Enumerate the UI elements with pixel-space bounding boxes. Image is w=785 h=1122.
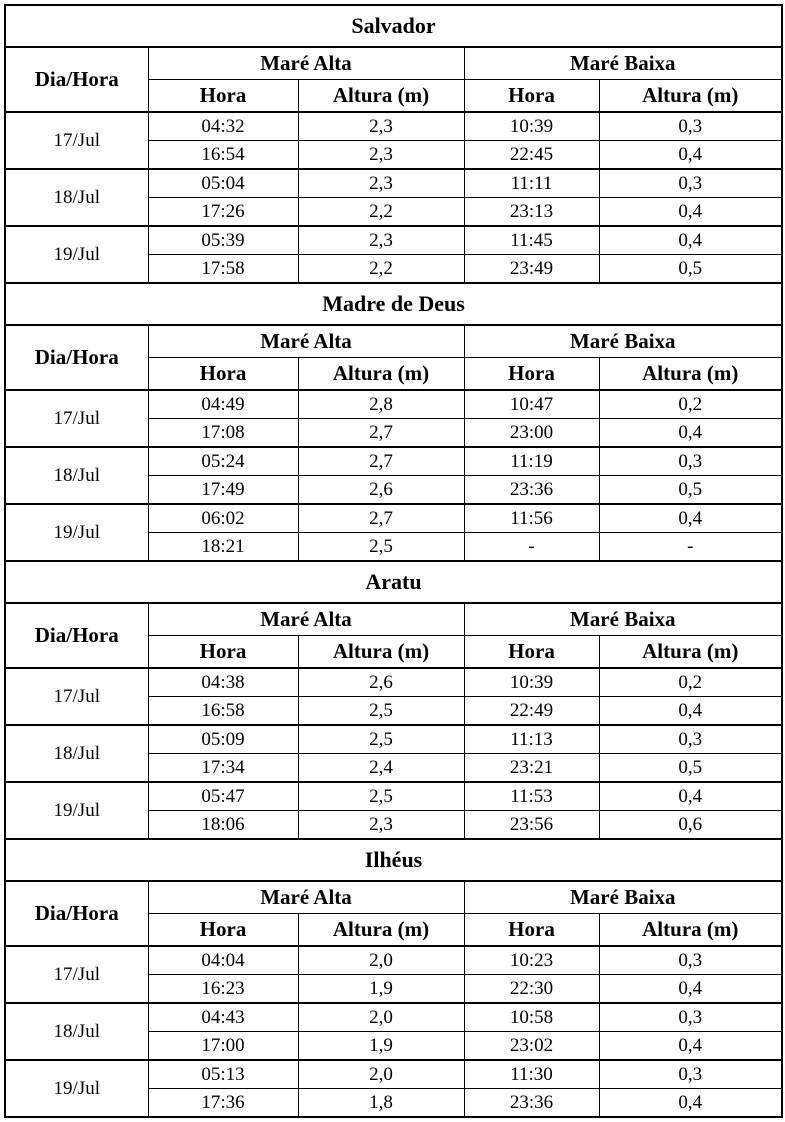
high-hora-header: Hora (148, 914, 298, 947)
high-hora-cell: 17:26 (148, 198, 298, 227)
low-altura-header: Altura (m) (599, 80, 782, 113)
high-altura-header: Altura (m) (298, 914, 464, 947)
table-row (5, 504, 782, 533)
day-label: 18/Jul (5, 447, 148, 504)
low-tide-header: Maré Baixa (464, 47, 782, 80)
high-altura-cell: 2,3 (298, 811, 464, 840)
day-label: 17/Jul (5, 668, 148, 725)
table-row (5, 1003, 782, 1032)
group-header-row (5, 881, 782, 914)
low-hora-header: Hora (464, 636, 599, 669)
high-altura-cell: 2,5 (298, 697, 464, 726)
high-altura-cell: 2,7 (298, 447, 464, 476)
high-hora-cell: 05:47 (148, 782, 298, 811)
high-altura-cell: 2,6 (298, 476, 464, 505)
low-hora-cell: 11:56 (464, 504, 599, 533)
day-hour-header: Dia/Hora (5, 881, 148, 946)
day-label: 19/Jul (5, 504, 148, 561)
table-row (5, 946, 782, 975)
high-hora-cell: 05:09 (148, 725, 298, 754)
section-title-row (5, 5, 782, 47)
tide-table (4, 4, 783, 1118)
low-altura-cell: 0,6 (599, 811, 782, 840)
section-title-row (5, 561, 782, 603)
low-altura-cell: 0,4 (599, 1089, 782, 1118)
day-label: 18/Jul (5, 725, 148, 782)
high-altura-cell: 1,9 (298, 1032, 464, 1061)
table-row (5, 112, 782, 141)
low-tide-header: Maré Baixa (464, 603, 782, 636)
high-hora-cell: 18:21 (148, 533, 298, 562)
low-altura-cell: 0,4 (599, 1032, 782, 1061)
low-altura-cell: 0,3 (599, 946, 782, 975)
low-altura-cell: 0,3 (599, 1060, 782, 1089)
low-hora-cell: 23:00 (464, 419, 599, 448)
low-altura-cell: 0,2 (599, 390, 782, 419)
high-altura-cell: 2,0 (298, 946, 464, 975)
low-hora-cell: 10:58 (464, 1003, 599, 1032)
high-hora-cell: 04:04 (148, 946, 298, 975)
section-title: Madre de Deus (5, 283, 782, 325)
high-hora-cell: 17:34 (148, 754, 298, 783)
high-hora-cell: 05:13 (148, 1060, 298, 1089)
table-row (5, 169, 782, 198)
low-tide-header: Maré Baixa (464, 325, 782, 358)
low-altura-cell: 0,4 (599, 226, 782, 255)
low-hora-cell: 22:45 (464, 141, 599, 170)
high-hora-cell: 04:32 (148, 112, 298, 141)
high-hora-cell: 17:49 (148, 476, 298, 505)
day-label: 19/Jul (5, 782, 148, 839)
group-header-row (5, 47, 782, 80)
low-altura-cell: 0,4 (599, 975, 782, 1004)
section-title: Ilhéus (5, 839, 782, 881)
high-tide-header: Maré Alta (148, 881, 464, 914)
high-altura-cell: 2,2 (298, 198, 464, 227)
low-hora-cell: 22:30 (464, 975, 599, 1004)
high-altura-cell: 2,3 (298, 112, 464, 141)
high-hora-cell: 16:58 (148, 697, 298, 726)
low-altura-cell: 0,3 (599, 1003, 782, 1032)
high-altura-header: Altura (m) (298, 636, 464, 669)
day-hour-header: Dia/Hora (5, 47, 148, 112)
low-altura-cell: 0,5 (599, 476, 782, 505)
high-hora-cell: 16:23 (148, 975, 298, 1004)
high-altura-cell: 1,8 (298, 1089, 464, 1118)
section-title-row (5, 839, 782, 881)
low-hora-cell: 23:21 (464, 754, 599, 783)
low-altura-cell: 0,4 (599, 504, 782, 533)
day-label: 17/Jul (5, 390, 148, 447)
low-hora-cell: 11:19 (464, 447, 599, 476)
day-hour-header: Dia/Hora (5, 603, 148, 668)
table-row (5, 725, 782, 754)
high-altura-cell: 1,9 (298, 975, 464, 1004)
low-altura-cell: 0,3 (599, 725, 782, 754)
low-hora-cell: 23:56 (464, 811, 599, 840)
high-altura-cell: 2,3 (298, 226, 464, 255)
low-hora-cell: 23:13 (464, 198, 599, 227)
high-hora-cell: 04:49 (148, 390, 298, 419)
day-label: 17/Jul (5, 946, 148, 1003)
low-hora-cell: 10:23 (464, 946, 599, 975)
high-hora-cell: 05:04 (148, 169, 298, 198)
low-hora-header: Hora (464, 80, 599, 113)
low-altura-cell: 0,3 (599, 169, 782, 198)
group-header-row (5, 603, 782, 636)
low-altura-cell: - (599, 533, 782, 562)
high-altura-cell: 2,0 (298, 1003, 464, 1032)
table-row (5, 782, 782, 811)
high-hora-cell: 17:36 (148, 1089, 298, 1118)
low-hora-cell: 11:53 (464, 782, 599, 811)
day-label: 19/Jul (5, 1060, 148, 1117)
high-altura-cell: 2,3 (298, 141, 464, 170)
high-hora-header: Hora (148, 358, 298, 391)
low-altura-header: Altura (m) (599, 358, 782, 391)
table-row (5, 668, 782, 697)
low-altura-cell: 0,5 (599, 255, 782, 284)
day-label: 18/Jul (5, 1003, 148, 1060)
high-altura-cell: 2,3 (298, 169, 464, 198)
high-altura-header: Altura (m) (298, 80, 464, 113)
high-altura-cell: 2,4 (298, 754, 464, 783)
high-hora-cell: 04:38 (148, 668, 298, 697)
day-label: 18/Jul (5, 169, 148, 226)
low-hora-cell: 10:47 (464, 390, 599, 419)
low-hora-cell: - (464, 533, 599, 562)
low-altura-cell: 0,5 (599, 754, 782, 783)
high-hora-cell: 17:08 (148, 419, 298, 448)
low-hora-cell: 22:49 (464, 697, 599, 726)
low-altura-header: Altura (m) (599, 914, 782, 947)
high-altura-cell: 2,2 (298, 255, 464, 284)
high-tide-header: Maré Alta (148, 325, 464, 358)
low-altura-cell: 0,4 (599, 141, 782, 170)
section-title: Aratu (5, 561, 782, 603)
high-altura-cell: 2,5 (298, 725, 464, 754)
low-altura-cell: 0,3 (599, 447, 782, 476)
high-hora-cell: 18:06 (148, 811, 298, 840)
low-hora-cell: 11:30 (464, 1060, 599, 1089)
low-altura-cell: 0,4 (599, 782, 782, 811)
high-altura-cell: 2,5 (298, 533, 464, 562)
low-hora-cell: 23:49 (464, 255, 599, 284)
low-hora-cell: 23:36 (464, 476, 599, 505)
high-altura-cell: 2,8 (298, 390, 464, 419)
low-hora-cell: 10:39 (464, 668, 599, 697)
low-hora-header: Hora (464, 914, 599, 947)
group-header-row (5, 325, 782, 358)
table-row (5, 226, 782, 255)
table-row (5, 390, 782, 419)
high-altura-header: Altura (m) (298, 358, 464, 391)
section-title-row (5, 283, 782, 325)
low-altura-header: Altura (m) (599, 636, 782, 669)
high-hora-cell: 06:02 (148, 504, 298, 533)
high-altura-cell: 2,0 (298, 1060, 464, 1089)
table-row (5, 1060, 782, 1089)
high-hora-cell: 04:43 (148, 1003, 298, 1032)
low-altura-cell: 0,3 (599, 112, 782, 141)
low-altura-cell: 0,4 (599, 697, 782, 726)
low-hora-header: Hora (464, 358, 599, 391)
low-altura-cell: 0,2 (599, 668, 782, 697)
low-tide-header: Maré Baixa (464, 881, 782, 914)
high-tide-header: Maré Alta (148, 47, 464, 80)
day-hour-header: Dia/Hora (5, 325, 148, 390)
low-hora-cell: 11:13 (464, 725, 599, 754)
high-altura-cell: 2,7 (298, 419, 464, 448)
section-title: Salvador (5, 5, 782, 47)
table-row (5, 447, 782, 476)
high-hora-cell: 16:54 (148, 141, 298, 170)
low-hora-cell: 23:02 (464, 1032, 599, 1061)
high-altura-cell: 2,7 (298, 504, 464, 533)
low-hora-cell: 11:11 (464, 169, 599, 198)
high-hora-header: Hora (148, 80, 298, 113)
low-altura-cell: 0,4 (599, 198, 782, 227)
high-hora-cell: 17:00 (148, 1032, 298, 1061)
high-hora-cell: 05:39 (148, 226, 298, 255)
low-altura-cell: 0,4 (599, 419, 782, 448)
low-hora-cell: 10:39 (464, 112, 599, 141)
low-hora-cell: 11:45 (464, 226, 599, 255)
high-altura-cell: 2,6 (298, 668, 464, 697)
high-hora-cell: 17:58 (148, 255, 298, 284)
high-hora-header: Hora (148, 636, 298, 669)
high-hora-cell: 05:24 (148, 447, 298, 476)
day-label: 17/Jul (5, 112, 148, 169)
high-altura-cell: 2,5 (298, 782, 464, 811)
day-label: 19/Jul (5, 226, 148, 283)
high-tide-header: Maré Alta (148, 603, 464, 636)
low-hora-cell: 23:36 (464, 1089, 599, 1118)
